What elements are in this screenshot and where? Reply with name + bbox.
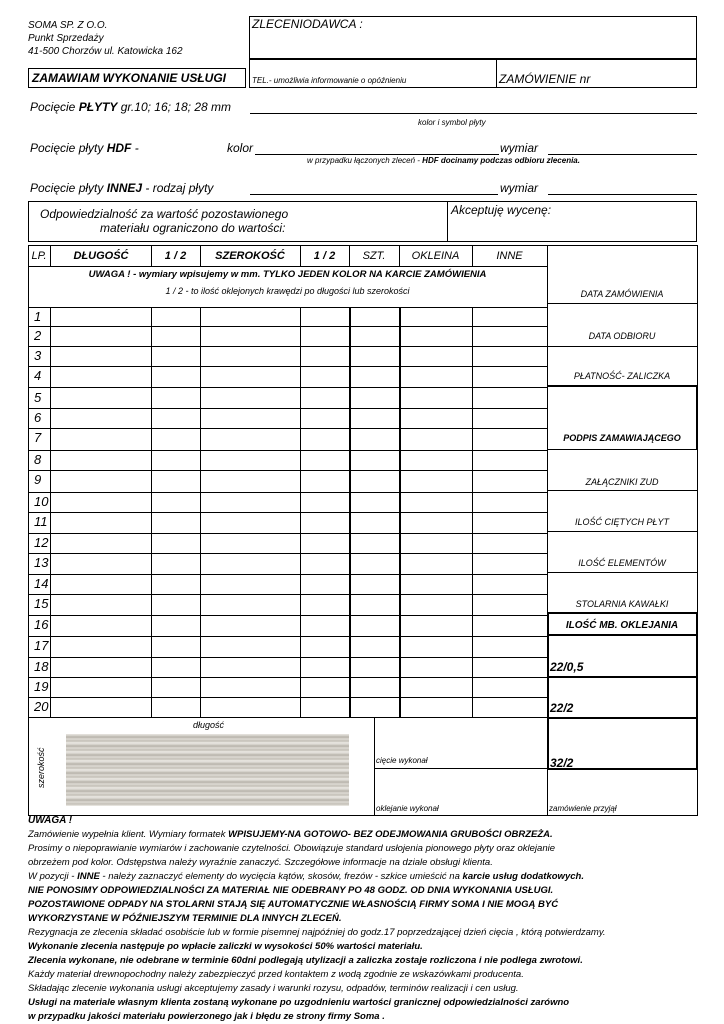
board-cut-line: Pocięcie PŁYTY gr.10; 16; 18; 28 mm: [30, 100, 231, 114]
table-row-line: [28, 533, 547, 534]
other-type-field[interactable]: [250, 194, 498, 195]
table-row-line: [28, 574, 547, 575]
hdf-hint: w przypadku łączonych zleceń - HDF docinamy podczas odbioru zlecenia.: [307, 156, 580, 165]
board-texture-image: [66, 734, 349, 806]
grid-line: [696, 612, 698, 768]
header-width: SZEROKOŚĆ: [215, 250, 285, 262]
other-cut-line: Pocięcie płyty INNEJ - rodzaj płyty: [30, 181, 214, 195]
row-number: 20: [34, 699, 49, 714]
grid-line: [696, 385, 698, 449]
table-row-line: [28, 594, 547, 595]
grid-line: [374, 768, 547, 769]
table-row-line: [28, 615, 547, 616]
side-cell-line: [547, 572, 697, 573]
table-row-line: [28, 346, 547, 347]
header-veneer: OKLEINA: [411, 250, 460, 262]
edge-32-2: 32/2: [550, 756, 574, 770]
liability-line2: materiału ograniczono do wartości:: [100, 221, 286, 235]
grid-line: [547, 612, 697, 614]
note-4: W pozycji - INNE - należy zaznaczyć elementy do wycięcia kątów, skosów, frezów - szkice umieścić na karcie usług dodatkowych.: [28, 871, 584, 882]
note-2: Prosimy o niepoprawianie wymiarów i zachowanie czytelności. Obowiązuje standard usłojenia pionowego płyty oraz oklejanie: [28, 843, 555, 854]
side-cell-line: [547, 449, 697, 450]
table-row-line: [28, 408, 547, 409]
table-row-line: [28, 492, 547, 493]
header-other: INNE: [496, 250, 523, 262]
table-row-line: [28, 657, 547, 658]
diagram-width-label: szerokość: [36, 747, 46, 788]
diagram-length-label: długość: [193, 720, 225, 730]
row-number: 14: [34, 576, 49, 591]
notes-section: [28, 814, 722, 1024]
table-row-line: [28, 450, 547, 451]
note-9: Wykonanie zlecenia następuje po wpłacie zaliczki w wysokości 50% wartości materiału.: [28, 941, 423, 952]
row-number: 6: [34, 410, 42, 425]
row-number: 18: [34, 659, 49, 674]
note-7: WYKORZYSTANE W PÓŹNIEJSZYM TERMINIE DLA INNYCH ZLECEŃ.: [28, 913, 342, 924]
table-hint: 1 / 2 - to ilość oklejonych krawędzi po długości lub szerokości: [165, 286, 410, 296]
row-number: 2: [34, 328, 42, 343]
header-length-edges: 1 / 2: [164, 250, 187, 262]
company-address: 41-500 Chorzów ul. Katowicka 162: [28, 46, 183, 57]
liability-line1: Odpowiedzialność za wartość pozostawionego: [40, 207, 289, 221]
table-row-line: [28, 326, 547, 327]
edging-by-label: oklejanie wykonał: [376, 804, 439, 813]
table-row-line: [28, 387, 547, 388]
accepted-by-label: zamówienie przyjął: [549, 804, 617, 813]
row-number: 5: [34, 390, 42, 405]
board-color-field[interactable]: [250, 113, 697, 114]
row-number: 10: [34, 494, 49, 509]
company-info: [28, 19, 183, 58]
table-column-line: [300, 307, 301, 717]
note-1: Zamówienie wypełnia klient. Wymiary formatek WPISUJEMY-NA GOTOWO- BEZ ODEJMOWANIA GRUBOŚCI OBRZEŻA.: [28, 829, 553, 840]
row-number: 15: [34, 596, 49, 611]
row-number: 7: [34, 430, 42, 445]
other-dimension-label: wymiar: [500, 181, 538, 195]
header-qty: SZT.: [362, 250, 386, 262]
header-width-edges: 1 / 2: [313, 250, 336, 262]
edge-22-2: 22/2: [550, 701, 574, 715]
other-dimension-field[interactable]: [548, 194, 697, 195]
table-warning: UWAGA ! - wymiary wpisujemy w mm. TYLKO JEDEN KOLOR NA KARCIE ZAMÓWIENIA: [88, 269, 487, 280]
cut-by-label: cięcie wykonał: [376, 756, 428, 765]
table-row-line: [28, 636, 547, 637]
hdf-color-label: kolor: [227, 141, 254, 155]
order-number-label: ZAMÓWIENIE nr: [499, 72, 591, 86]
note-10: Zlecenia wykonane, nie odebrane w terminie 60dni podlegają utylizacji a zaliczka zostaje rozliczona i nie podlega zwrotowi.: [28, 955, 583, 966]
grid-line: [28, 307, 547, 308]
table-column-line: [200, 307, 201, 717]
table-row-line: [28, 366, 547, 367]
elements-count-label: ILOŚĆ ELEMENTÓW: [578, 558, 666, 568]
row-number: 8: [34, 452, 42, 467]
board-color-hint: kolor i symbol płyty: [418, 118, 486, 127]
hdf-dimension-label: wymiar: [500, 141, 538, 155]
client-label: ZLECENIODAWCA :: [252, 17, 363, 31]
payment-label: PŁATNOŚĆ- ZALICZKA: [573, 371, 671, 381]
grid-line: [28, 717, 547, 718]
header-length: DŁUGOŚĆ: [73, 250, 129, 262]
edge-22-05: 22/0,5: [550, 660, 584, 674]
note-8: Rezygnacja ze zlecenia składać osobiście lub w formie pisemnej najpóźniej do godz.17 poprzedzającej dzień cięcia , którą potwierdzamy.: [28, 927, 606, 938]
grid-line: [547, 717, 697, 719]
grid-line: [547, 634, 697, 636]
grid-line: [547, 676, 697, 678]
note-3: obrzeżem pod kolor. Odstępstwa należy wyraźnie zanaczyć. Szczegółowe informacje na dziale obsługi klienta.: [28, 857, 493, 868]
note-11: Każdy materiał drewnopochodny należy zabezpieczyć przed kontaktem z wodą zgodnie ze wskazówkami producenta.: [28, 969, 524, 980]
hdf-color-field[interactable]: [255, 154, 499, 155]
edging-title: ILOŚĆ MB. OKLEJANIA: [565, 620, 679, 631]
note-12: Składając zlecenie wykonania usługi akceptujemy zasady i warunki rozysu, odpadów, terminów realizacji i cen usług.: [28, 983, 519, 994]
note-13: Usługi na materiale własnym klienta zostaną wykonane po uzgodnieniu wartości granicznej odpowiedzialności zarówno: [28, 997, 570, 1008]
grid-line: [28, 245, 697, 246]
boards-count-label: ILOŚĆ CIĘTYCH PŁYT: [574, 517, 670, 527]
table-column-line: [50, 307, 51, 717]
order-date-label: DATA ZAMÓWIENIA: [580, 289, 664, 299]
grid-line: [547, 612, 549, 768]
grid-line: [374, 717, 375, 815]
row-number: 11: [34, 514, 48, 529]
tel-label: TEL.- umożliwia informowanie o opóźnieniu: [252, 76, 407, 85]
side-cell-line: [547, 303, 697, 304]
company-name: SOMA SP. Z O.O.: [28, 20, 108, 31]
table-row-line: [28, 697, 547, 698]
table-row-line: [28, 512, 547, 513]
side-cell-line: [547, 490, 697, 491]
row-number: 1: [34, 309, 42, 324]
grid-line: [28, 266, 547, 267]
note-6: POZOSTAWIONE ODPADY NA STOLARNI STAJĄ SIĘ AUTOMATYCZNIE WŁASNOŚCIĄ FIRMY SOMA I NIE MOGĄ BYĆ: [28, 899, 559, 910]
row-number: 12: [34, 535, 49, 550]
notes-title: UWAGA !: [28, 815, 73, 826]
order-title: ZAMAWIAM WYKONANIE USŁUGI: [32, 71, 226, 85]
table-row-line: [28, 553, 547, 554]
grid-line: [28, 245, 29, 816]
note-14: w przypadku jakości materiału powierzonego jak i błędu ze strony firmy Soma .: [28, 1011, 385, 1022]
table-column-line: [151, 307, 152, 717]
company-point: Punkt Sprzedaży: [28, 33, 104, 44]
table-row-line: [28, 428, 547, 429]
pickup-date-label: DATA ODBIORU: [588, 331, 656, 341]
row-number: 13: [34, 555, 49, 570]
hdf-cut-line: Pocięcie płyty HDF -: [30, 141, 139, 155]
note-5: NIE PONOSIMY ODPOWIEDZIALNOŚCI ZA MATERIAŁ NIE ODEBRANY PO 48 GODZ. OD DNIA WYKONANIA USŁUGI.: [28, 885, 554, 896]
signature-label: PODPIS ZAMAWIAJĄCEGO: [563, 433, 681, 443]
table-row-line: [28, 470, 547, 471]
side-cell-line: [547, 346, 697, 347]
table-column-line: [399, 307, 401, 717]
grid-line: [547, 385, 697, 387]
table-column-line: [472, 307, 473, 717]
joinery-label: STOLARNIA KAWAŁKI: [575, 599, 669, 609]
header-lp: LP.: [31, 250, 47, 262]
row-number: 17: [34, 638, 49, 653]
hdf-dimension-field[interactable]: [548, 154, 697, 155]
row-number: 16: [34, 617, 49, 632]
row-number: 4: [34, 368, 42, 383]
row-number: 9: [34, 472, 42, 487]
row-number: 19: [34, 679, 49, 694]
side-cell-line: [547, 531, 697, 532]
attachments-label: ZAŁĄCZNIKI ZUD: [585, 477, 659, 487]
row-number: 3: [34, 348, 42, 363]
table-column-line: [349, 307, 351, 717]
accept-quote-label[interactable]: Akceptuję wycenę:: [451, 203, 552, 217]
table-row-line: [28, 677, 547, 678]
